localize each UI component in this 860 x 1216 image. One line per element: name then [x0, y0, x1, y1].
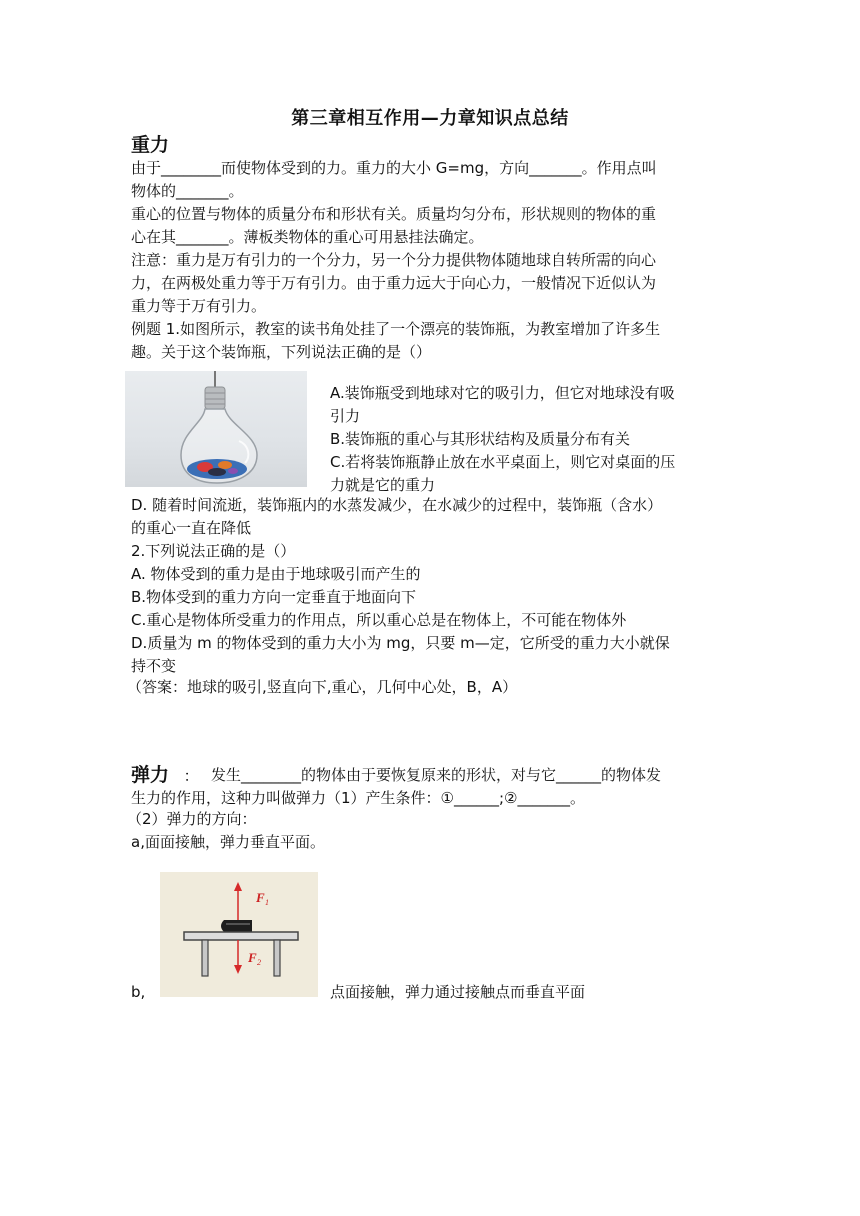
- q2-option-c: C.重心是物体所受重力的作用点，所以重心总是在物体上，不可能在物体外: [131, 611, 627, 629]
- paragraph-line: 重心的位置与物体的质量分布和形状有关。质量均匀分布，形状规则的物体的重: [131, 205, 657, 223]
- answer-line: （答案：地球的吸引,竖直向下,重心，几何中心处，B，A）: [127, 678, 518, 696]
- heading-colon: ：: [183, 767, 199, 785]
- paragraph-line: 心在其_______。薄板类物体的重心可用悬挂法确定。: [131, 228, 484, 246]
- note-line: 重力等于万有引力。: [131, 297, 267, 315]
- elastic-line-1: 发生________的物体由于要恢复原来的形状，对与它______的物体发: [211, 766, 662, 784]
- note-line: 力，在两极处重力等于万有引力。由于重力远大于向心力，一般情况下近似认为: [131, 274, 657, 292]
- paragraph-line: 由于________而使物体受到的力。重力的大小 G=mg，方向_______。作用点叫: [131, 159, 657, 177]
- table-force-diagram: [160, 872, 318, 997]
- option-a: A.装饰瓶受到地球对它的吸引力，但它对地球没有吸: [330, 384, 675, 402]
- option-c: C.若将装饰瓶静止放在水平桌面上，则它对桌面的压: [330, 453, 676, 471]
- force-label-f2-sub: 2: [257, 958, 261, 967]
- option-d-cont: 的重心一直在降低: [131, 519, 252, 537]
- vase-photo: [125, 371, 307, 487]
- point-contact-line: 点面接触，弹力通过接触点而垂直平面: [330, 983, 586, 1001]
- q2-option-a: A. 物体受到的重力是由于地球吸引而产生的: [131, 565, 421, 583]
- q2-option-d: D.质量为 m 的物体受到的重力大小为 mg，只要 m—定，它所受的重力大小就保: [131, 634, 670, 652]
- q2-option-b: B.物体受到的重力方向一定垂直于地面向下: [131, 588, 417, 606]
- paragraph-line: 物体的_______。: [131, 182, 244, 200]
- note-line: 注意：重力是万有引力的一个分力，另一个分力提供物体随地球自转所需的向心: [131, 251, 657, 269]
- point-contact-prefix: b,: [131, 983, 146, 1001]
- force-label-f1: F: [256, 890, 265, 905]
- elastic-definition: [131, 762, 731, 788]
- section-heading-gravity: 重力: [131, 134, 170, 156]
- elastic-line-2: 生力的作用，这种力叫做弹力（1）产生条件：①______;②_______。: [131, 789, 585, 807]
- force-diagram: [160, 872, 318, 997]
- example-question: 例题 1.如图所示，教室的读书角处挂了一个漂亮的装饰瓶，为教室增加了许多生: [131, 320, 661, 338]
- elastic-direction-heading: （2）弹力的方向：: [127, 810, 257, 828]
- force-label-f2: F: [248, 950, 257, 965]
- vase-illustration: [125, 371, 307, 487]
- surface-contact-line: a,面面接触，弹力垂直平面。: [131, 833, 325, 851]
- option-b: B.装饰瓶的重心与其形状结构及质量分布有关: [330, 430, 631, 448]
- page-title: 第三章相互作用—力章知识点总结: [291, 108, 569, 129]
- example-question: 趣。关于这个装饰瓶，下列说法正确的是（）: [131, 343, 432, 361]
- question-2: 2.下列说法正确的是（）: [131, 542, 296, 560]
- q2-option-d-cont: 持不变: [131, 657, 177, 675]
- option-d: D. 随着时间流逝，装饰瓶内的水蒸发减少，在水减少的过程中，装饰瓶（含水）: [131, 496, 663, 514]
- option-a-cont: 引力: [330, 407, 361, 425]
- option-c-cont: 力就是它的重力: [330, 476, 436, 494]
- section-heading-text: 弹力: [131, 764, 170, 786]
- force-label-f1-sub: 1: [265, 898, 269, 907]
